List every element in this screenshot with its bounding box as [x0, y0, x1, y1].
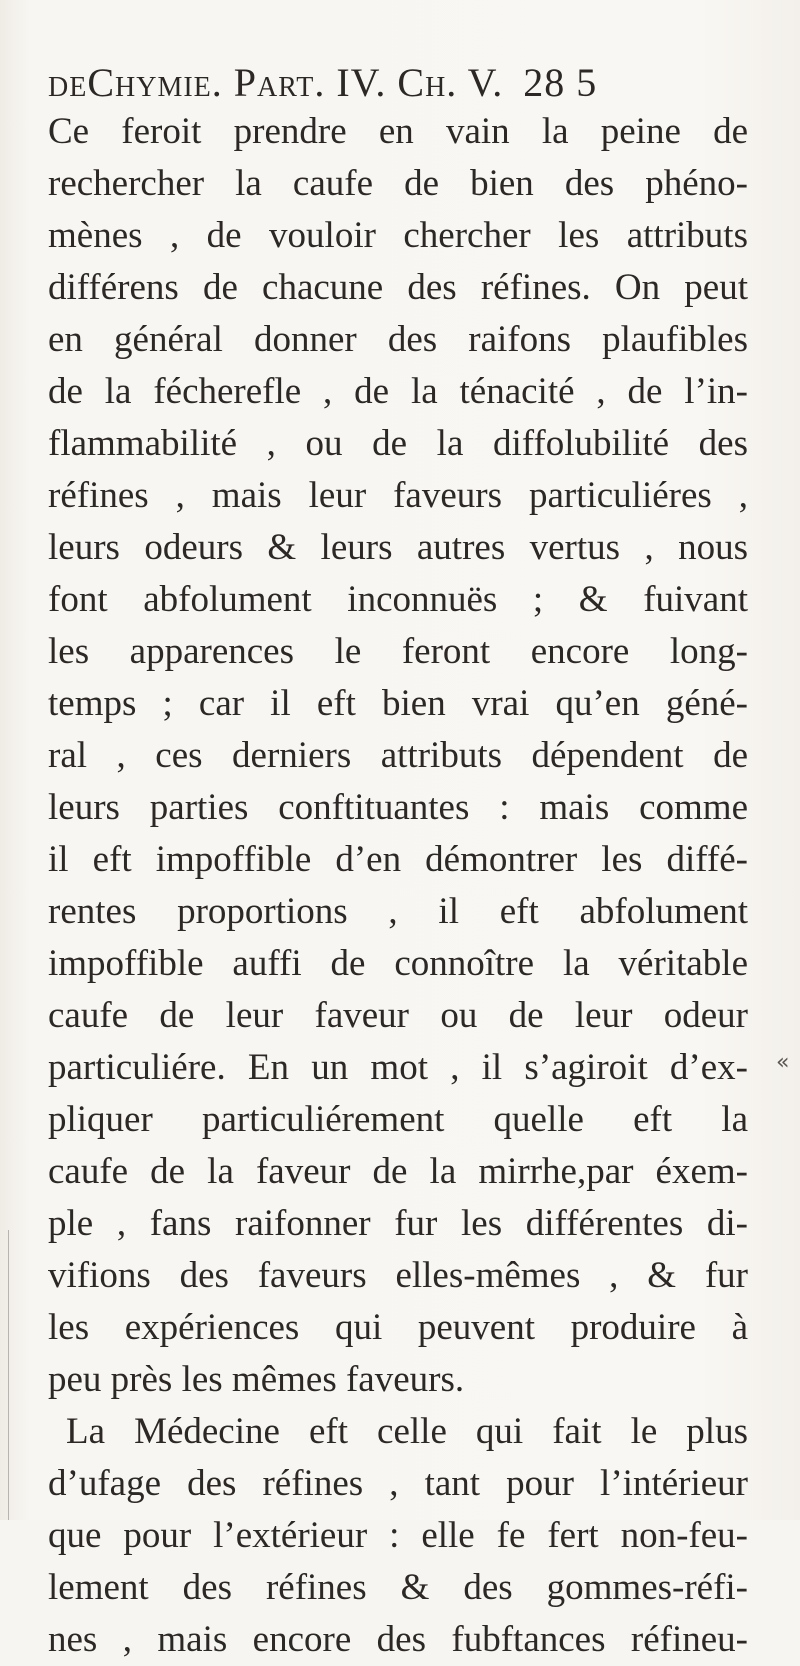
page-number: 28 5	[523, 60, 598, 105]
text-line: caufe de la faveur de la mirrhe,par éxem-	[48, 1151, 748, 1192]
text-line: de la fécherefle , de la ténacité , de l’in-	[48, 371, 748, 412]
text-line: rechercher la caufe de bien des phéno-	[48, 163, 748, 204]
text-line: ral , ces derniers attributs dépendent de	[48, 735, 748, 776]
text-line: que pour l’extérieur : elle fe fert non-feu-	[48, 1515, 748, 1556]
text-line: caufe de leur faveur ou de leur odeur	[48, 995, 748, 1036]
text-line: il eft impoffible d’en démontrer les diffé-	[48, 839, 748, 880]
running-header	[48, 58, 748, 108]
text-line: temps ; car il eft bien vrai qu’en géné-	[48, 683, 748, 724]
text-line: particuliére. En un mot , il s’agiroit d’ex-	[48, 1047, 748, 1088]
text-line: leurs parties conftituantes : mais comme	[48, 787, 748, 828]
header-prefix: de	[48, 60, 88, 105]
text-line: d’ufage des réfines , tant pour l’intérieur	[48, 1463, 748, 1504]
text-line: en général donner des raifons plaufibles	[48, 319, 748, 360]
text-line: pliquer particuliérement quelle eft la	[48, 1099, 748, 1140]
text-line: les apparences le feront encore long-	[48, 631, 748, 672]
text-line: différens de chacune des réfines. On peut	[48, 267, 748, 308]
text-line: vifions des faveurs elles-mêmes , & fur	[48, 1255, 748, 1296]
text-line: mènes , de vouloir chercher les attributs	[48, 215, 748, 256]
text-line: les expériences qui peuvent produire à	[48, 1307, 748, 1348]
text-line: flammabilité , ou de la diffolubilité des	[48, 423, 748, 464]
text-line: nes , mais encore des fubftances réfineu-	[48, 1619, 748, 1660]
header-title: Chymie. Part. IV. Ch. V.	[87, 60, 504, 105]
page-edge-rule	[8, 1230, 9, 1520]
text-line: réfines , mais leur faveurs particuliéres ,	[48, 475, 748, 516]
text-line: La Médecine eft celle qui fait le plus	[66, 1411, 748, 1452]
text-line: peu près les mêmes faveurs.	[48, 1359, 465, 1400]
text-line: font abfolument inconnuës ; & fuivant	[48, 579, 748, 620]
text-line: rentes proportions , il eft abfolument	[48, 891, 748, 932]
body-text	[48, 106, 748, 1666]
text-line: lement des réfines & des gommes-réfi-	[48, 1567, 748, 1608]
text-line: impoffible auffi de connoître la véritable	[48, 943, 748, 984]
text-line: Ce feroit prendre en vain la peine de	[48, 111, 748, 152]
text-line: ple , fans raifonner fur les différentes di-	[48, 1203, 748, 1244]
margin-mark: «	[776, 1050, 790, 1075]
text-line: leurs odeurs & leurs autres vertus , nous	[48, 527, 748, 568]
